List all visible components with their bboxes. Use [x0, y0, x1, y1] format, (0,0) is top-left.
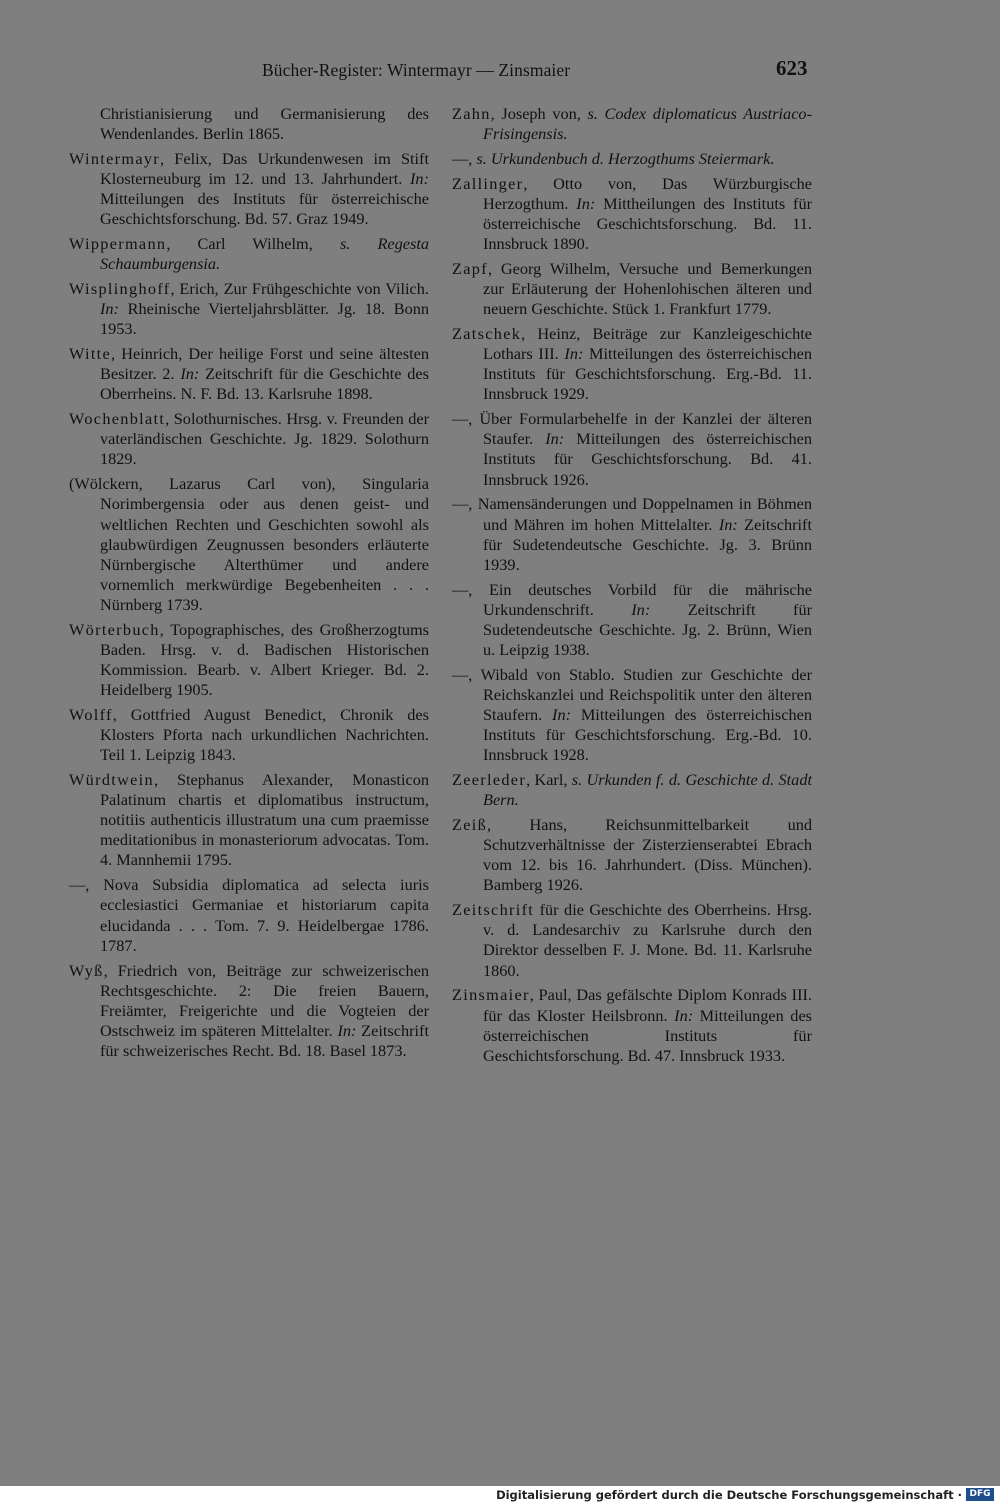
- bibliography-entry: [69, 104, 429, 144]
- bibliography-entry: [69, 620, 429, 700]
- entry-author: Wolff: [69, 705, 113, 724]
- bibliography-entry: [69, 409, 429, 469]
- bibliography-entry: [452, 900, 812, 980]
- entry-text: , Carl Wilhelm,: [166, 234, 340, 254]
- header-title: Bücher-Register: Wintermayr — Zinsmaier: [262, 60, 571, 80]
- bibliography-entry: [69, 279, 429, 339]
- bibliography-entry: [69, 474, 429, 615]
- entry-text: , Topographisches, des Großherzogtums Baden. Hrsg. v. d. Badischen Historischen Kommission. Bearb. v. Albert Krieger. Bd. 2. Heidelberg 1905.: [100, 619, 429, 700]
- bibliography-entry: [452, 149, 812, 169]
- bibliography-entry: [452, 815, 812, 895]
- entry-text-continued: Zeitschrift für Sudetendeutsche Geschichte. Jg. 3. Brünn 1939.: [483, 514, 812, 574]
- running-header: [0, 56, 1000, 86]
- entry-text: —, Namensänderungen und Doppelnamen in Böhmen und Mähren im hohen Mittelalter.: [452, 494, 812, 534]
- entry-italic: In:: [337, 1020, 357, 1040]
- entry-text-continued: Zeitschrift für Sudetendeutsche Geschichte. Jg. 2. Brünn, Wien u. Leipzig 1938.: [483, 599, 813, 659]
- left-column: [69, 104, 429, 1066]
- entry-text: —, Ein deutsches Vorbild für die mährische Urkundenschrift.: [452, 579, 812, 619]
- entry-text: —, Nova Subsidia diplomatica ad selecta iuris ecclesiastici Germaniae et historiarum capita elucidanda . . . Tom. 7. 9. Heidelbergae 1786. 1787.: [69, 875, 429, 955]
- entry-author: Wisplinghoff: [69, 279, 171, 299]
- dfg-logo: DFG: [966, 1488, 994, 1501]
- entry-italic: In:: [545, 429, 565, 449]
- entry-author: Zeitschrift: [452, 900, 535, 920]
- entry-author: Zatschek: [452, 324, 522, 344]
- entry-author: Zeerleder: [452, 770, 527, 790]
- bibliography-entry: [69, 344, 429, 404]
- entry-text-continued: Rheinische Vierteljahrsblätter. Jg. 18. Bonn 1953.: [100, 299, 429, 339]
- entry-italic: In:: [180, 364, 200, 384]
- entry-text-continued: Mitteilungen des österreichischen Instituts für Geschichtsforschung. Bd. 47. Innsbruck 1933.: [483, 1005, 813, 1065]
- entry-author: Zahn: [452, 104, 491, 123]
- bibliography-entry: [69, 705, 429, 765]
- entry-text: —,: [452, 148, 477, 168]
- entry-author: Wyß: [69, 960, 104, 980]
- entry-italic: s. Regesta Schaumburgensia.: [100, 234, 430, 274]
- entry-author: Zallinger: [452, 173, 524, 193]
- entry-italic: In:: [410, 169, 429, 189]
- bibliography-entry: [452, 324, 812, 404]
- entry-text: , Heinz, Beiträge zur Kanzleigeschichte Lothars III.: [483, 324, 812, 364]
- entry-text-continued: Mittheilungen des Instituts für österreichische Geschichtsforschung. Bd. 11. Innsbruck 1890.: [483, 193, 813, 254]
- page-number: 623: [776, 56, 808, 80]
- bibliography-entry: [452, 770, 812, 810]
- entry-italic: In:: [674, 1005, 694, 1025]
- bibliography-entry: [452, 259, 812, 319]
- entry-text-continued: Mitteilungen des österreichischen Instituts für Geschichtsforschung. Bd. 41. Innsbruck 1926.: [483, 429, 812, 489]
- entry-italic: s. Urkunden f. d. Geschichte d. Stadt Bern.: [483, 770, 812, 810]
- entry-text: —, Über Formularbehelfe in der Kanzlei der älteren Staufer.: [452, 409, 812, 449]
- entry-text: , Gottfried August Benedict, Chronik des Klosters Pforta nach urkundlichen Nachrichten. Teil 1. Leipzig 1843.: [100, 705, 429, 765]
- entry-text-continued: Zeitschrift für schweizerisches Recht. Bd. 18. Basel 1873.: [100, 1020, 429, 1060]
- bibliography-entry: [452, 174, 812, 254]
- bibliography-entry: [69, 770, 429, 870]
- entry-author: Wochenblatt: [69, 409, 166, 429]
- entry-author: Witte: [69, 344, 112, 364]
- bibliography-entry: [452, 580, 812, 660]
- entry-text: , Stephanus Alexander, Monasticon Palatinum chartis et diplomatibus instructum, notitiis authenticis illustratum una cum praemisse meditationibus in monasteriorum advocatas. Tom. 4. Mannhemii 1795.: [100, 770, 429, 870]
- bibliography-entry: [452, 104, 812, 144]
- entry-text: , Joseph von,: [490, 104, 588, 123]
- bibliography-entry: [69, 961, 429, 1061]
- entry-text: , Solothurnisches. Hrsg. v. Freunden der vaterländischen Geschichte. Jg. 1829. Solothurn 1829.: [100, 409, 429, 469]
- entry-italic: In:: [576, 193, 596, 213]
- entry-text: —, Wibald von Stablo. Studien zur Geschichte der Reichskanzlei und Reichspolitik unter den älteren Staufern.: [452, 664, 812, 724]
- bibliography-entry: [69, 149, 429, 229]
- entry-text-continued: Zeitschrift für die Geschichte des Oberrheins. N. F. Bd. 13. Karlsruhe 1898.: [100, 364, 429, 404]
- entry-text: , Paul, Das gefälschte Diplom Konrads III. für das Kloster Heilsbronn.: [483, 985, 812, 1025]
- entry-text: für die Geschichte des Oberrheins. Hrsg. v. d. Landesarchiv zu Karlsruhe durch den Direktor desselben F. J. Mone. Bd. 11. Karlsruhe 1860.: [483, 900, 812, 980]
- entry-italic: In:: [100, 299, 119, 319]
- entry-italic: In:: [552, 705, 572, 724]
- right-column: [452, 104, 812, 1071]
- bibliography-entry: [452, 494, 812, 574]
- entry-italic: In:: [718, 514, 738, 534]
- bibliography-entry: [452, 665, 812, 765]
- entry-italic: s. Urkundenbuch d. Herzogthums Steiermark.: [476, 148, 775, 168]
- footer-bar: [0, 1486, 1000, 1504]
- bibliography-entry: [452, 409, 812, 489]
- entry-text: , Friedrich von, Beiträge zur schweizerischen Rechtsgeschichte. 2: Die freien Bauern, Freiämter, Freigerichte und die Vogteien der Ostschweiz im späteren Mittelalter.: [100, 960, 429, 1040]
- entry-author: Würdtwein: [69, 770, 154, 790]
- entry-italic: In:: [631, 599, 651, 619]
- entry-text: , Georg Wilhelm, Versuche und Bemerkungen zur Erläuterung der Hohenlohischen älteren und neuern Geschichte. Stück 1. Frankfurt 1779.: [483, 259, 812, 319]
- entry-text: , Hans, Reichsunmittelbarkeit und Schutzverhältnisse der Zisterzienserabtei Ebrach vom 12. bis 16. Jahrhundert. (Diss. München). Bamberg 1926.: [483, 815, 812, 895]
- entry-text: , Erich, Zur Frühgeschichte von Vilich.: [170, 279, 429, 299]
- entry-text-continued: Mitteilungen des österreichischen Instituts für Geschichtsforschung. Erg.-Bd. 11. Innsbruck 1929.: [483, 344, 812, 404]
- entry-text: Christianisierung und Germanisierung des Wendenlandes. Berlin 1865.: [100, 104, 429, 144]
- entry-author: Wippermann: [69, 234, 167, 254]
- entry-text: , Felix, Das Urkundenwesen im Stift Klosterneuburg im 12. und 13. Jahrhundert.: [100, 148, 429, 189]
- entry-text-continued: Mitteilungen des Instituts für österreichische Geschichtsforschung. Bd. 57. Graz 1949.: [100, 189, 429, 229]
- entry-author: Zeiß: [452, 815, 488, 835]
- entry-text: , Otto von, Das Würzburgische Herzogthum.: [483, 173, 812, 213]
- entry-italic: In:: [564, 344, 584, 364]
- entry-author: Wörterbuch: [69, 619, 160, 639]
- entry-text: (Wölckern, Lazarus Carl von), Singularia Norimbergensia oder aus denen geist- und weltlichen Rechten und Geschichten sowohl als glaubwürdigen Zeugnussen besonders erläuterte Nürnbergische Alterthümer und andere vornemlich merkwürdige Begebenheiten . . . Nürnberg 1739.: [69, 474, 429, 614]
- entry-italic: s. Codex diplomaticus Austriaco-Frisingensis.: [483, 104, 812, 144]
- bibliography-entry: [452, 985, 812, 1065]
- entry-author: Wintermayr: [69, 148, 161, 168]
- entry-text: , Heinrich, Der heilige Forst und seine ältesten Besitzer. 2.: [100, 344, 429, 384]
- entry-author: Zapf: [452, 259, 488, 279]
- bibliography-entry: [69, 234, 429, 274]
- bibliography-entry: [69, 875, 429, 955]
- entry-text: , Karl,: [526, 770, 572, 790]
- entry-author: Zinsmaier: [452, 985, 530, 1005]
- footer-credit: Digitalisierung gefördert durch die Deutsche Forschungsgemeinschaft ·: [496, 1488, 962, 1502]
- entry-text-continued: Mitteilungen des österreichischen Instituts für Geschichtsforschung. Erg.-Bd. 10. Innsbruck 1928.: [483, 705, 812, 765]
